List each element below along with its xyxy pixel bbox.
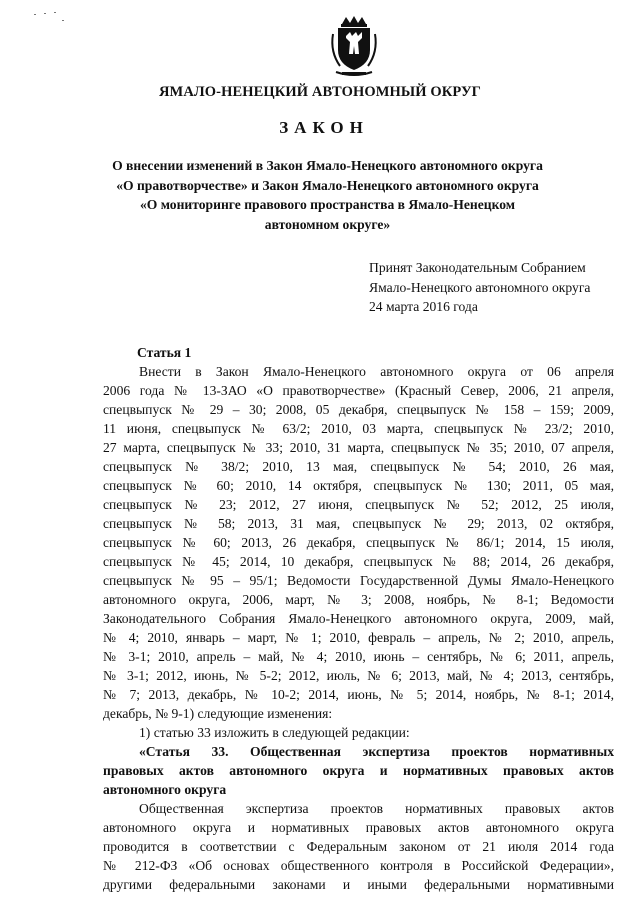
scan-speck <box>34 14 36 15</box>
body-line: спецвыпуск № 23; 2012, 27 июня, спецвыпуск № 52; 2012, 25 июля, <box>103 497 614 512</box>
adoption-line: Принят Законодательным Собранием <box>369 260 586 275</box>
body-line: спецвыпуск № 38/2; 2010, 13 мая, спецвыпуск № 54; 2010, 26 мая, <box>103 459 614 474</box>
body-line: другими федеральными законами и иными федеральными нормативными <box>103 877 614 892</box>
body-line: Законодательного Собрания Ямало-Ненецкого автономного округа, 2009, май, <box>103 611 614 626</box>
body-line: Общественная экспертиза проектов нормативных правовых актов <box>139 801 614 816</box>
body-line: спецвыпуск № 29 – 30; 2008, 05 декабря, спецвыпуск № 158 – 159; 2009, <box>103 402 614 417</box>
scan-speck <box>44 13 46 14</box>
article-33-heading-line: правовых актов автономного округа и нормативных правовых актов <box>103 763 614 778</box>
body-line: № 3-1; 2010, апрель – май, № 4; 2010, июнь – сентябрь, № 6; 2011, апрель, <box>103 649 614 664</box>
body-line: автономного округа, 2006, март, № 3; 2008, ноябрь, № 8-1; Ведомости <box>103 592 614 607</box>
document-type: ЗАКОН <box>279 118 369 137</box>
body-line: декабрь, № 9-1) следующие изменения: <box>103 706 333 721</box>
region-name: ЯМАЛО-НЕНЕЦКИЙ АВТОНОМНЫЙ ОКРУГ <box>158 84 482 100</box>
body-line: спецвыпуск № 45; 2014, 10 декабря, спецвыпуск № 88; 2014, 26 декабря, <box>103 554 614 569</box>
document-title <box>100 156 555 234</box>
adoption-line: Ямало-Ненецкого автономного округа <box>369 279 591 295</box>
body-line: спецвыпуск № 60; 2010, 14 октября, спецвыпуск № 130; 2011, 05 мая, <box>103 478 614 493</box>
body-line: 11 июня, спецвыпуск № 63/2; 2010, 03 марта, спецвыпуск № 23/2; 2010, <box>103 421 614 436</box>
body-line: спецвыпуск № 95 – 95/1; Ведомости Государственной Думы Ямало-Ненецкого <box>103 573 614 588</box>
scan-speck <box>54 12 56 13</box>
body-line: Внести в Закон Ямало-Ненецкого автономного округа от 06 апреля <box>139 364 614 379</box>
body-line: № 4; 2010, январь – март, № 1; 2010, февраль – апрель, № 2; 2010, апрель, <box>103 630 614 645</box>
coat-of-arms-emblem-icon <box>328 14 380 80</box>
body-line: 2006 года № 13-ЗАО «О правотворчестве» (Красный Север, 2006, 21 апреля, <box>103 383 614 398</box>
body-line: спецвыпуск № 60; 2013, 26 декабря, спецвыпуск № 86/1; 2014, 15 июля, <box>103 535 614 550</box>
body-line: № 212-ФЗ «Об основах общественного контроля в Российской Федерации», <box>103 858 614 873</box>
body-line: автономного округа и нормативных правовых актов автономного округа <box>103 820 614 835</box>
body-line: № 7; 2013, декабрь, № 10-2; 2014, июнь, № 5; 2014, ноябрь, № 8-1; 2014, <box>103 687 614 702</box>
adoption-line: 24 марта 2016 года <box>369 299 478 314</box>
article-33-heading-line: автономного округа <box>103 782 227 797</box>
title-line: автономном округе» <box>264 216 391 232</box>
adoption-note <box>369 258 619 317</box>
body-line: 1) статью 33 изложить в следующей редакции: <box>139 725 410 740</box>
body-line: спецвыпуск № 58; 2013, 31 мая, спецвыпуск № 29; 2013, 02 октября, <box>103 516 614 531</box>
article-33-heading-line: «Статья 33. Общественная экспертиза проектов нормативных <box>139 744 614 759</box>
scan-speck <box>62 20 64 21</box>
title-line: «О мониторинге правового пространства в Ямало-Ненецком <box>139 197 516 212</box>
title-line: «О правотворчестве» и Закон Ямало-Ненецкого автономного округа <box>116 177 539 193</box>
body-line: проводится в соответствии с Федеральным законом от 21 июля 2014 года <box>103 839 614 854</box>
body-line: 27 марта, спецвыпуск № 33; 2010, 31 марта, спецвыпуск № 35; 2010, 07 апреля, <box>103 440 614 455</box>
article-heading: Статья 1 <box>137 345 192 360</box>
title-line: О внесении изменений в Закон Ямало-Ненецкого автономного округа <box>112 158 543 173</box>
body-line: № 3-1; 2012, июнь, № 5-2; 2012, июль, № 6; 2013, май, № 4; 2013, сентябрь, <box>103 668 614 683</box>
